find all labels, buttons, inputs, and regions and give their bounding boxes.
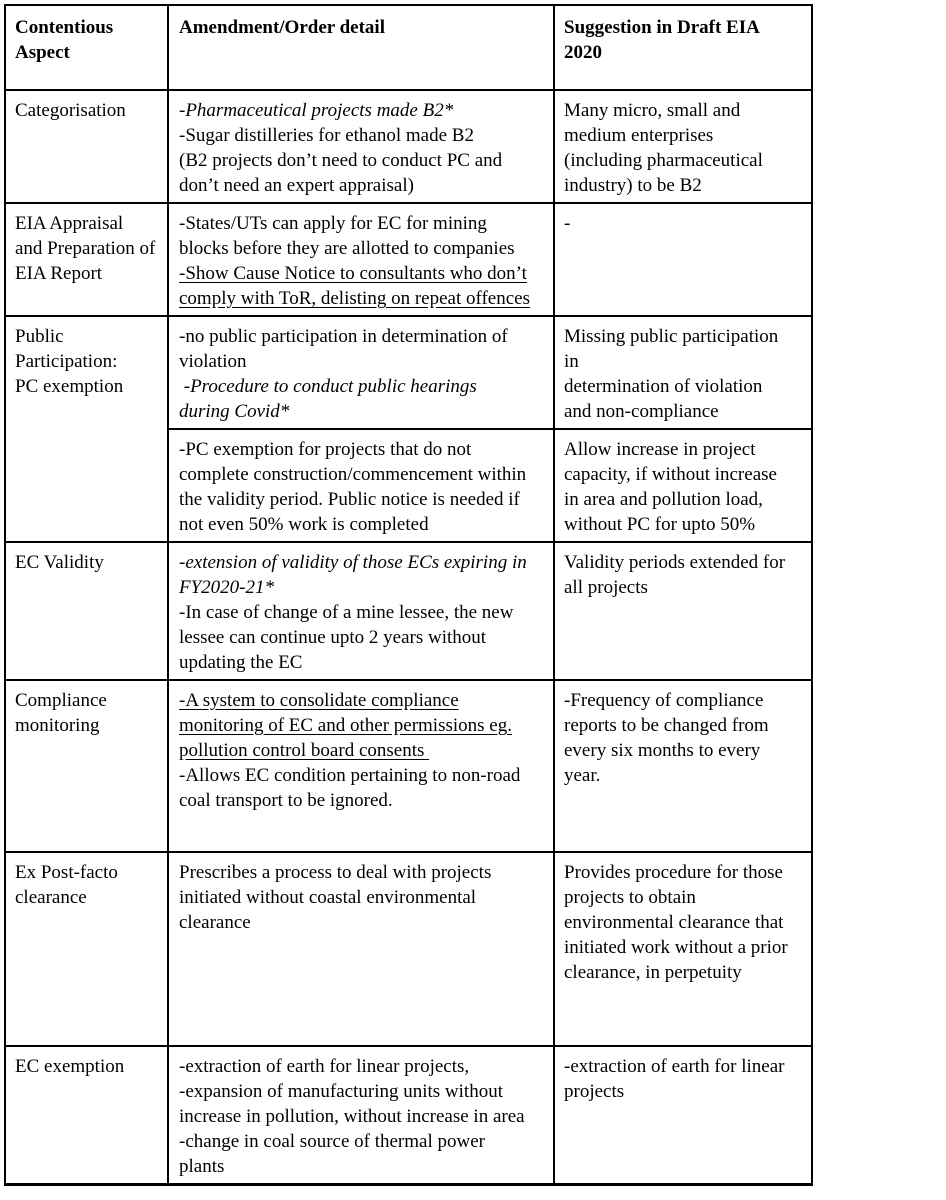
text-line: 2020 xyxy=(564,42,602,63)
aspect-cell-public-participation xyxy=(5,316,168,542)
text-line: projects xyxy=(564,1081,625,1102)
suggestion-cell-public-participation xyxy=(554,316,812,429)
detail-cell-public-participation xyxy=(168,316,554,429)
detail-cell-compliance-monitoring xyxy=(168,680,554,852)
detail-cell-eia-appraisal xyxy=(168,203,554,316)
text-line: (B2 projects don’t need to conduct PC and xyxy=(179,150,503,171)
text-line: Prescribes a process to deal with projects xyxy=(179,862,492,883)
detail-cell-ec-exemption xyxy=(168,1046,554,1185)
text-line: in area and pollution load, xyxy=(564,489,763,510)
text-line: not even 50% work is completed xyxy=(179,514,429,535)
text-line: initiated without coastal environmental xyxy=(179,887,477,908)
text-line: Provides procedure for those xyxy=(564,862,783,883)
aspect-cell-ex-post-facto-clearance xyxy=(5,852,168,1046)
text-line: initiated work without a prior xyxy=(564,937,788,958)
text-line: Contentious xyxy=(15,17,114,38)
aspect-cell-ec-exemption xyxy=(5,1046,168,1185)
text-line: Many micro, small and xyxy=(564,100,741,121)
aspect-cell-categorisation xyxy=(5,90,168,203)
text-line: -extraction of earth for linear xyxy=(564,1056,785,1077)
text-line: projects to obtain xyxy=(564,887,696,908)
text-line: lessee can continue upto 2 years without xyxy=(179,627,487,648)
text-line: clearance, in perpetuity xyxy=(564,962,742,983)
text-line: without PC for upto 50% xyxy=(564,514,756,535)
text-line: -extension of validity of those ECs expiring in xyxy=(179,552,527,573)
text-line: all projects xyxy=(564,577,648,598)
text-line: EC Validity xyxy=(15,552,104,573)
suggestion-cell-public-participation-sub xyxy=(554,429,812,542)
text-line: -Procedure to conduct public hearings xyxy=(179,376,477,397)
text-line: and non-compliance xyxy=(564,401,719,422)
text-line: - xyxy=(564,213,571,234)
text-line: PC exemption xyxy=(15,376,124,397)
text-line: environmental clearance that xyxy=(564,912,784,933)
text-line: comply with ToR, delisting on repeat offences xyxy=(179,288,530,309)
text-line: EIA Appraisal xyxy=(15,213,124,234)
text-line: pollution control board consents xyxy=(179,740,430,761)
text-line: Suggestion in Draft EIA xyxy=(564,17,760,38)
text-line: -Show Cause Notice to consultants who don’t xyxy=(179,263,527,284)
text-line: plants xyxy=(179,1156,225,1177)
text-line: Amendment/Order detail xyxy=(179,17,385,38)
text-line: blocks before they are allotted to companies xyxy=(179,238,515,259)
suggestion-cell-compliance-monitoring xyxy=(554,680,812,852)
text-line: (including pharmaceutical xyxy=(564,150,763,171)
detail-cell-categorisation xyxy=(168,90,554,203)
text-line: complete construction/commencement within xyxy=(179,464,527,485)
text-line: in xyxy=(564,351,579,372)
text-line: year. xyxy=(564,765,601,786)
text-line: -Sugar distilleries for ethanol made B2 xyxy=(179,125,474,146)
text-line: violation xyxy=(179,351,247,372)
text-line: -change in coal source of thermal power xyxy=(179,1131,485,1152)
text-line: Missing public participation xyxy=(564,326,779,347)
text-line: coal transport to be ignored. xyxy=(179,790,393,811)
text-line: don’t need an expert appraisal) xyxy=(179,175,414,196)
text-line: every six months to every xyxy=(564,740,761,761)
suggestion-cell-ec-exemption xyxy=(554,1046,812,1185)
text-line: Participation: xyxy=(15,351,118,372)
text-line: -A system to consolidate compliance xyxy=(179,690,459,711)
text-line: FY2020-21* xyxy=(179,577,274,598)
text-line: -PC exemption for projects that do not xyxy=(179,439,472,460)
text-line: Validity periods extended for xyxy=(564,552,786,573)
text-line: during Covid* xyxy=(179,401,290,422)
text-line: -no public participation in determination of xyxy=(179,326,508,347)
aspect-cell-eia-appraisal xyxy=(5,203,168,316)
text-line: Allow increase in project xyxy=(564,439,756,460)
text-line: monitoring of EC and other permissions eg. xyxy=(179,715,512,736)
suggestion-cell-ec-validity xyxy=(554,542,812,680)
aspect-cell-compliance-monitoring xyxy=(5,680,168,852)
suggestion-cell-ex-post-facto-clearance xyxy=(554,852,812,1046)
text-line: increase in pollution, without increase in area xyxy=(179,1106,525,1127)
text-line: -Frequency of compliance xyxy=(564,690,764,711)
text-line: -Pharmaceutical projects made B2* xyxy=(179,100,454,121)
eia-comparison-table xyxy=(4,4,813,1186)
text-line: determination of violation xyxy=(564,376,763,397)
detail-cell-public-participation-sub xyxy=(168,429,554,542)
text-line: EC exemption xyxy=(15,1056,125,1077)
detail-cell-ec-validity xyxy=(168,542,554,680)
text-line: Ex Post-facto xyxy=(15,862,118,883)
text-line: Aspect xyxy=(15,42,70,63)
header-amendment-order-detail xyxy=(168,5,554,90)
suggestion-cell-categorisation xyxy=(554,90,812,203)
text-line: -Allows EC condition pertaining to non-road xyxy=(179,765,521,786)
text-line: monitoring xyxy=(15,715,100,736)
text-line: clearance xyxy=(179,912,251,933)
text-line: Public xyxy=(15,326,64,347)
suggestion-cell-eia-appraisal xyxy=(554,203,812,316)
text-line: updating the EC xyxy=(179,652,303,673)
text-line: the validity period. Public notice is needed if xyxy=(179,489,520,510)
text-line: reports to be changed from xyxy=(564,715,769,736)
text-line: industry) to be B2 xyxy=(564,175,702,196)
aspect-cell-ec-validity xyxy=(5,542,168,680)
text-line: EIA Report xyxy=(15,263,103,284)
header-contentious-aspect xyxy=(5,5,168,90)
header-suggestion-draft-eia-2020 xyxy=(554,5,812,90)
text-line: capacity, if without increase xyxy=(564,464,777,485)
text-line: -States/UTs can apply for EC for mining xyxy=(179,213,487,234)
detail-cell-ex-post-facto-clearance xyxy=(168,852,554,1046)
text-line: -In case of change of a mine lessee, the new xyxy=(179,602,514,623)
text-line: Categorisation xyxy=(15,100,126,121)
text-line: medium enterprises xyxy=(564,125,714,146)
text-line: and Preparation of xyxy=(15,238,156,259)
text-line: clearance xyxy=(15,887,87,908)
text-line: -extraction of earth for linear projects, xyxy=(179,1056,470,1077)
text-line: -expansion of manufacturing units without xyxy=(179,1081,503,1102)
text-line: Compliance xyxy=(15,690,107,711)
